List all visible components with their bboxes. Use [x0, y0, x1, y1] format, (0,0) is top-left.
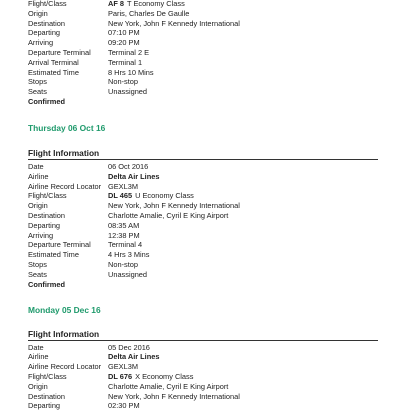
- detail-row-departing: [28, 401, 378, 411]
- detail-row-seats: [28, 87, 378, 97]
- row-label: Estimated Time: [28, 250, 79, 260]
- detail-row-estimated-time: [28, 250, 378, 260]
- row-label: Destination: [28, 18, 65, 28]
- row-label: Stops: [28, 259, 47, 269]
- flight-code: AF 8: [108, 0, 125, 8]
- row-value: [108, 372, 378, 382]
- row-value: Paris, Charles De Gaulle: [108, 8, 190, 18]
- status-confirmed: Confirmed: [28, 96, 65, 106]
- detail-row-airline: [28, 172, 378, 182]
- row-label: Departing: [28, 220, 61, 230]
- detail-row-destination: [28, 392, 378, 402]
- row-value: Unassigned: [108, 87, 148, 97]
- row-label: Airline: [28, 171, 49, 181]
- fare-class: X Economy Class: [135, 371, 194, 381]
- row-label: Airline Record Locator: [28, 362, 102, 372]
- detail-row-date: [28, 343, 378, 353]
- date-heading: Thursday 06 Oct 16: [28, 122, 106, 133]
- detail-row-seats: [28, 270, 378, 280]
- row-value: 07:10 PM: [108, 28, 140, 38]
- detail-row-stops: [28, 77, 378, 87]
- flight-segment-1: [28, 0, 378, 107]
- detail-row-arriving: [28, 231, 378, 241]
- row-label: Origin: [28, 201, 48, 211]
- section-title: Flight Information: [28, 147, 100, 158]
- row-value: [108, 0, 378, 9]
- row-value: GEXL3M: [108, 181, 138, 191]
- row-label: Date: [28, 342, 44, 352]
- detail-row-record-locator: [28, 362, 378, 372]
- row-value: Non-stop: [108, 77, 138, 87]
- detail-row-airline: [28, 352, 378, 362]
- row-value: [108, 191, 378, 201]
- row-label: Arriving: [28, 38, 54, 48]
- row-label: Airline: [28, 352, 49, 362]
- row-value: Terminal 4: [108, 240, 143, 250]
- detail-row-flight-class: [28, 0, 378, 9]
- row-value: 02:30 PM: [108, 401, 140, 411]
- divider: [28, 159, 378, 160]
- status-confirmed: Confirmed: [28, 279, 65, 289]
- detail-row-stops: [28, 260, 378, 270]
- row-value: Delta Air Lines: [108, 171, 160, 181]
- detail-row-origin: [28, 382, 378, 392]
- detail-row-departing: [28, 28, 378, 38]
- detail-row-estimated-time: [28, 68, 378, 78]
- fare-class: U Economy Class: [135, 191, 194, 201]
- row-value: 05 Dec 2016: [108, 342, 150, 352]
- row-label: Flight/Class: [28, 191, 67, 201]
- row-value: GEXL3M: [108, 362, 138, 372]
- row-value: New York, John F Kennedy International: [108, 391, 240, 401]
- row-value: 4 Hrs 3 Mins: [108, 250, 150, 260]
- row-value: Non-stop: [108, 259, 138, 269]
- detail-row-date: [28, 162, 378, 172]
- row-label: Date: [28, 161, 44, 171]
- row-value: Unassigned: [108, 269, 148, 279]
- row-label: Estimated Time: [28, 67, 79, 77]
- row-value: 8 Hrs 10 Mins: [108, 67, 154, 77]
- row-label: Seats: [28, 269, 47, 279]
- row-label: Destination: [28, 210, 65, 220]
- divider: [28, 340, 378, 341]
- date-heading: Monday 05 Dec 16: [28, 304, 101, 315]
- row-value: 12:38 PM: [108, 230, 140, 240]
- detail-row-flight-class: [28, 372, 378, 382]
- detail-row-destination: [28, 19, 378, 29]
- row-value: Delta Air Lines: [108, 352, 160, 362]
- detail-row-origin: [28, 9, 378, 19]
- row-value: New York, John F Kennedy International: [108, 18, 240, 28]
- detail-row-arriving: [28, 38, 378, 48]
- detail-row-departing: [28, 221, 378, 231]
- detail-row-record-locator: [28, 182, 378, 192]
- row-label: Destination: [28, 391, 65, 401]
- row-value: Charlotte Amalie, Cyril E King Airport: [108, 210, 229, 220]
- row-label: Seats: [28, 87, 47, 97]
- itinerary-page: [28, 0, 378, 411]
- row-label: Departure Terminal: [28, 240, 91, 250]
- row-value: New York, John F Kennedy International: [108, 201, 240, 211]
- row-value: Charlotte Amalie, Cyril E King Airport: [108, 381, 229, 391]
- flight-code: DL 465: [108, 191, 133, 201]
- detail-row-departure-terminal: [28, 240, 378, 250]
- row-label: Departing: [28, 28, 61, 38]
- detail-row-destination: [28, 211, 378, 221]
- row-value: 08:35 AM: [108, 220, 140, 230]
- flight-segment-3: [28, 304, 378, 411]
- row-value: 06 Oct 2016: [108, 161, 149, 171]
- row-label: Stops: [28, 77, 47, 87]
- row-value: Terminal 1: [108, 57, 143, 67]
- detail-row-origin: [28, 201, 378, 211]
- row-label: Departure Terminal: [28, 47, 91, 57]
- row-label: Origin: [28, 381, 48, 391]
- section-title: Flight Information: [28, 328, 100, 339]
- flight-segment-2: [28, 122, 378, 290]
- fare-class: T Economy Class: [127, 0, 185, 8]
- row-label: Flight/Class: [28, 0, 67, 8]
- detail-row-departure-terminal: [28, 48, 378, 58]
- row-label: Arrival Terminal: [28, 57, 79, 67]
- row-label: Departing: [28, 401, 61, 411]
- detail-row-flight-class: [28, 191, 378, 201]
- row-label: Airline Record Locator: [28, 181, 102, 191]
- row-label: Arriving: [28, 230, 54, 240]
- row-value: Terminal 2 E: [108, 47, 150, 57]
- row-label: Origin: [28, 8, 48, 18]
- detail-row-arrival-terminal: [28, 58, 378, 68]
- row-label: Flight/Class: [28, 371, 67, 381]
- flight-code: DL 676: [108, 371, 133, 381]
- row-value: 09:20 PM: [108, 38, 140, 48]
